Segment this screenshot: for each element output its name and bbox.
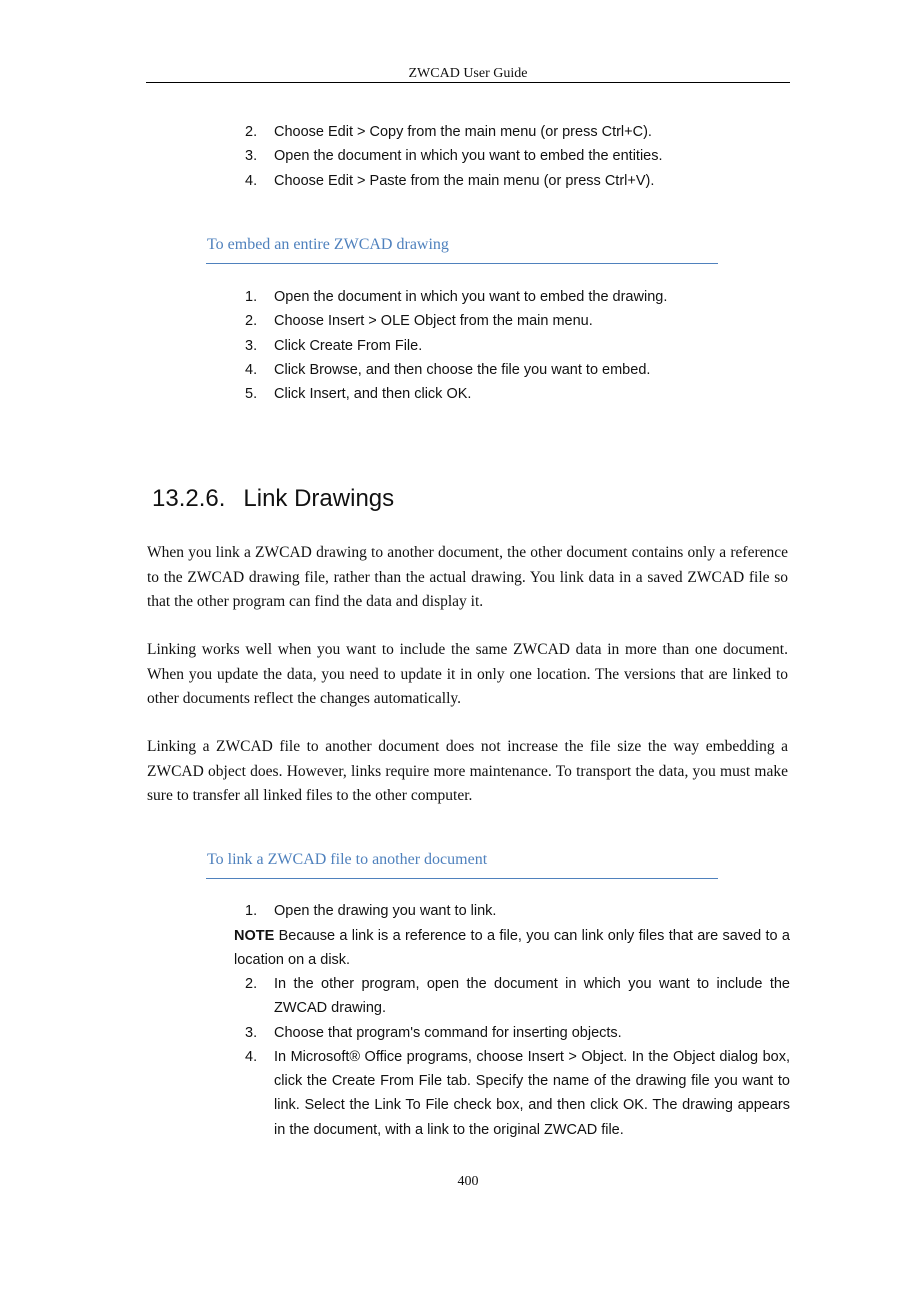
list-number: 3. (245, 1024, 258, 1041)
page-header: ZWCAD User Guide (408, 66, 528, 81)
list-text: Choose Edit > Copy from the main menu (or press Ctrl+C). (274, 124, 652, 140)
section-number: 13.2.6. (152, 485, 226, 512)
list-item (245, 1021, 790, 1045)
section-heading (152, 484, 394, 514)
list-text: Open the document in which you want to embed the entities. (274, 148, 663, 165)
subheading-rule (206, 878, 718, 879)
paragraph: Linking works well when you want to include the same ZWCAD data in more than one document. When you update the data, you need to update it in only one location. The versions that are linked to other documents reflect the changes automatically. (147, 641, 788, 707)
list-text: Choose Insert > OLE Object from the main menu. (274, 313, 593, 330)
list-number: 3. (245, 337, 258, 354)
list-text: Click Create From File. (274, 337, 423, 354)
list-item (245, 309, 790, 333)
list-text: Choose Edit > Paste from the main menu (or press Ctrl+V). (274, 172, 655, 189)
note-paragraph (234, 924, 790, 973)
list-text: In the other program, open the document in which you want to include the ZWCAD drawing. (274, 976, 790, 1017)
note-label: NOTE (234, 928, 275, 944)
section-title: Link Drawings (243, 485, 395, 512)
list-item (245, 972, 790, 1021)
list-item (245, 1045, 790, 1142)
list-number: 2. (245, 313, 258, 330)
list-number: 4. (245, 1048, 258, 1065)
list-item (245, 120, 790, 144)
list-item (245, 169, 790, 193)
list-number: 4. (245, 172, 258, 189)
list-number: 5. (245, 386, 258, 403)
list-item (245, 144, 790, 168)
subheading-embed: To embed an entire ZWCAD drawing (207, 236, 449, 253)
list-item (245, 358, 790, 382)
list-item (245, 285, 790, 309)
paragraph: Linking a ZWCAD file to another document does not increase the file size the way embedding a ZWCAD object does. However, links require more maintenance. To transport the data, you must make sure to transfer all linked files to the other computer. (147, 738, 788, 804)
list-item (245, 899, 790, 923)
list-text: Click Insert, and then click OK. (274, 386, 472, 403)
list-number: 1. (245, 289, 258, 305)
list-number: 2. (245, 976, 258, 992)
list-text: Open the drawing you want to link. (274, 903, 497, 919)
header-rule (146, 82, 790, 83)
steps-list-copy (245, 120, 790, 193)
list-item (245, 334, 790, 358)
list-text: Choose that program's command for inserting objects. (274, 1024, 622, 1041)
list-text: Click Browse, and then choose the file you want to embed. (274, 361, 651, 378)
paragraph: When you link a ZWCAD drawing to another document, the other document contains only a reference to the ZWCAD drawing file, rather than the actual drawing. You link data in a saved ZWCAD file so that the other program can find the data and display it. (147, 544, 788, 610)
steps-list-link-1 (245, 899, 790, 923)
steps-list-link-2 (245, 972, 790, 1142)
subheading-rule (206, 263, 718, 264)
subheading-link: To link a ZWCAD file to another document (207, 851, 488, 868)
list-text: Open the document in which you want to embed the drawing. (274, 289, 668, 305)
list-number: 3. (245, 148, 258, 165)
list-number: 1. (245, 903, 258, 919)
list-text: In Microsoft® Office programs, choose Insert > Object. In the Object dialog box, click the Create From File tab. Specify the name of the drawing file you want to link. Select the Link To File check box, and then click OK. The drawing appears in the document, with a link to the original ZWCAD file. (274, 1048, 790, 1138)
note-text: Because a link is a reference to a file, you can link only files that are saved to a location on a disk. (234, 928, 790, 969)
list-number: 2. (245, 124, 258, 140)
list-number: 4. (245, 361, 258, 378)
page-number: 400 (457, 1174, 479, 1189)
steps-list-embed (245, 285, 790, 406)
list-item (245, 382, 790, 406)
